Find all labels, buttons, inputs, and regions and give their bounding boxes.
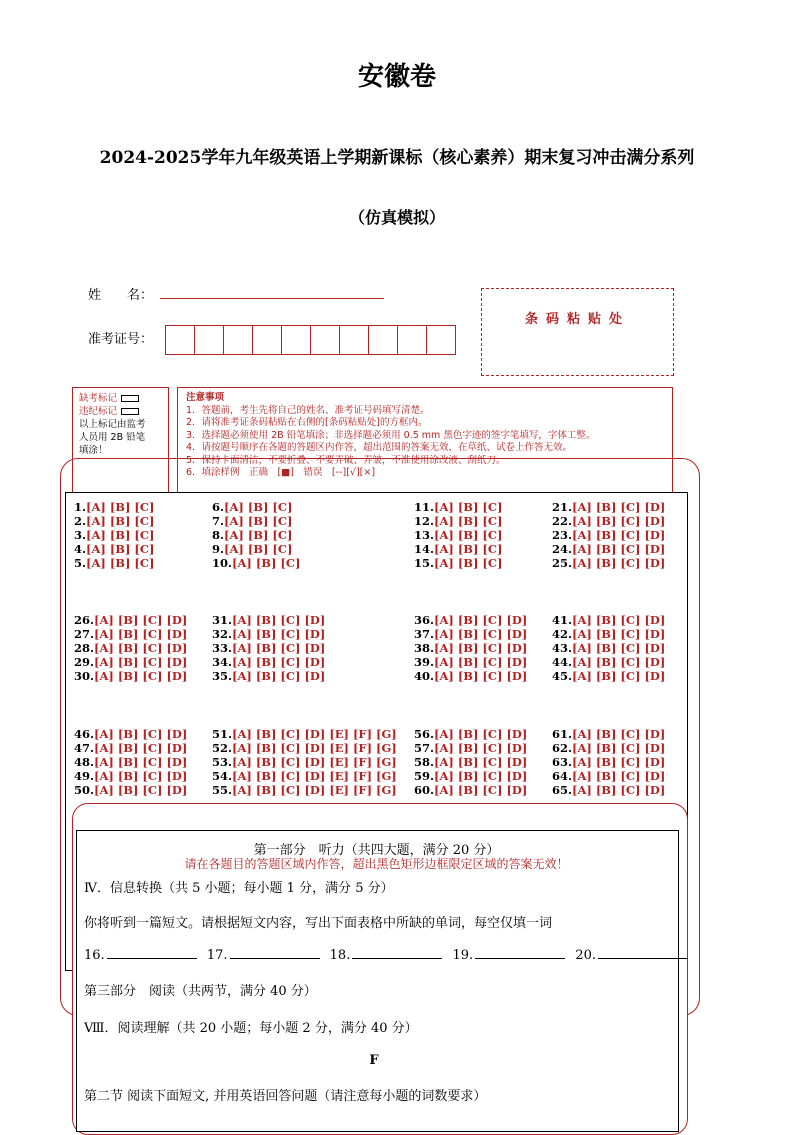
question-number: 3. (74, 528, 87, 542)
question-number: 15. (414, 556, 435, 570)
id-digit-box[interactable] (194, 325, 224, 355)
answer-row[interactable] (414, 613, 527, 627)
answer-row[interactable] (74, 514, 154, 528)
answer-row[interactable] (212, 514, 300, 528)
answer-column (212, 727, 397, 797)
answer-options[interactable]: [A] [B] [C] [D] (434, 627, 528, 641)
answer-options[interactable]: [A] [B] [C] [D] (572, 556, 666, 570)
question-number: 40. (414, 669, 435, 683)
answer-column (552, 727, 665, 797)
question-number: 36. (414, 613, 435, 627)
answer-row[interactable] (74, 528, 154, 542)
answer-options[interactable]: [A] [B] [C] (224, 514, 293, 528)
barcode-area: 条码粘贴处 (481, 288, 674, 376)
answer-options[interactable]: [A] [B] [C] [D] (572, 783, 666, 797)
answer-options[interactable]: [A] [B] [C] [D] (572, 528, 666, 542)
id-digit-box[interactable] (281, 325, 311, 355)
answer-row[interactable] (414, 500, 502, 514)
question-number: 34. (212, 655, 233, 669)
question-number: 63. (552, 755, 573, 769)
answer-row[interactable] (212, 556, 300, 570)
answer-row[interactable] (74, 741, 187, 755)
answer-column (414, 613, 527, 683)
answer-row[interactable] (552, 613, 665, 627)
answer-row[interactable] (552, 542, 665, 556)
answer-options[interactable]: [A] [B] [C] [D] (434, 727, 528, 741)
question-number: 43. (552, 641, 573, 655)
answer-row[interactable] (552, 741, 665, 755)
question-number: 31. (212, 613, 233, 627)
answer-options[interactable]: [A] [B] [C] [D] (232, 641, 326, 655)
answer-options[interactable]: [A] [B] [C] (434, 528, 503, 542)
answer-row[interactable] (414, 542, 502, 556)
answer-row[interactable] (212, 613, 325, 627)
answer-options[interactable]: [A] [B] [C] [D] (232, 613, 326, 627)
question-number: 37. (414, 627, 435, 641)
iv-instruction: 你将听到一篇短文。请根据短文内容，写出下面表格中所缺的单词，每空仅填一词 (84, 916, 553, 931)
question-number: 4. (74, 542, 87, 556)
answer-row[interactable] (552, 514, 665, 528)
answer-row[interactable] (414, 741, 527, 755)
answer-options[interactable]: [A] [B] [C] [D] (434, 641, 528, 655)
marker-note-2: 人员用 2B 铅笔 (79, 432, 146, 443)
question-number: 33. (212, 641, 233, 655)
answer-row[interactable] (212, 741, 397, 755)
part1-heading: 第一部分 听力（共四大题，满分 20 分） (253, 843, 500, 858)
question-number: 5. (74, 556, 87, 570)
answer-row[interactable] (552, 528, 665, 542)
answer-options[interactable]: [A] [B] [C] (86, 514, 155, 528)
answer-row[interactable] (414, 655, 527, 669)
question-number: 35. (212, 669, 233, 683)
notes-title: 注意事项 (186, 392, 225, 403)
answer-options[interactable]: [A] [B] [C] (232, 556, 301, 570)
answer-options[interactable]: [A] [B] [C] [D] (94, 627, 188, 641)
question-number: 46. (74, 727, 95, 741)
answer-options[interactable]: [A] [B] [C] [D] (94, 641, 188, 655)
answer-options[interactable]: [A] [B] [C] [D] [E] [F] [G] (232, 783, 397, 797)
answer-options[interactable]: [A] [B] [C] [D] (434, 741, 528, 755)
answer-row[interactable] (74, 556, 154, 570)
answer-options[interactable]: [A] [B] [C] [D] (572, 613, 666, 627)
answer-options[interactable]: [A] [B] [C] (86, 556, 155, 570)
question-number: 21. (552, 500, 573, 514)
answer-options[interactable]: [A] [B] [C] [D] (94, 613, 188, 627)
violation-mark[interactable] (121, 408, 139, 415)
answer-row[interactable] (212, 669, 325, 683)
question-number: 44. (552, 655, 573, 669)
answer-options[interactable]: [A] [B] [C] [D] (94, 741, 188, 755)
question-number: 22. (552, 514, 573, 528)
answer-options[interactable]: [A] [B] [C] (224, 500, 293, 514)
passage-letter: F (369, 1053, 379, 1068)
id-digit-box[interactable] (397, 325, 427, 355)
answer-options[interactable]: [A] [B] [C] (224, 542, 293, 556)
question-number: 39. (414, 655, 435, 669)
answer-options[interactable]: [A] [B] [C] [D] (94, 669, 188, 683)
question-number: 14. (414, 542, 435, 556)
answer-row[interactable] (212, 641, 325, 655)
answer-options[interactable]: [A] [B] [C] [D] (232, 655, 326, 669)
blank-row (84, 948, 694, 963)
answer-options[interactable]: [A] [B] [C] [D] (94, 755, 188, 769)
answer-row[interactable] (74, 627, 187, 641)
exam-subtitle: 2024-2025学年九年级英语上学期新课标（核心素养）期末复习冲击满分系列 (99, 148, 695, 168)
question-number: 65. (552, 783, 573, 797)
answer-row[interactable] (414, 783, 527, 797)
answer-row[interactable] (212, 655, 325, 669)
marker-note-1: 以上标记由监考 (79, 419, 146, 430)
section2-instruction: 第二节 阅读下面短文, 并用英语回答问题（请注意每小题的词数要求） (84, 1089, 487, 1104)
question-number: 30. (74, 669, 95, 683)
answer-column (212, 500, 300, 570)
answer-options[interactable]: [A] [B] [C] (86, 528, 155, 542)
answer-options[interactable]: [A] [B] [C] [D] (572, 741, 666, 755)
question-number: 54. (212, 769, 233, 783)
id-digit-box[interactable] (310, 325, 340, 355)
answer-row[interactable] (212, 542, 300, 556)
question-number: 49. (74, 769, 95, 783)
question-number: 60. (414, 783, 435, 797)
answer-row[interactable] (552, 769, 665, 783)
blank-16[interactable] (107, 957, 197, 959)
answer-options[interactable]: [A] [B] [C] [D] (434, 655, 528, 669)
question-number: 8. (212, 528, 225, 542)
page-title: 安徽卷 (357, 62, 436, 92)
note-item: 6．填涂样例 正确 [■] 错误 [--][√][×] (186, 467, 376, 478)
answer-options[interactable]: [A] [B] [C] [D] (572, 655, 666, 669)
blank-num: 19. (452, 948, 474, 963)
question-number: 61. (552, 727, 573, 741)
answer-options[interactable]: [A] [B] [C] (434, 556, 503, 570)
blank-num: 18. (329, 948, 351, 963)
answer-options[interactable]: [A] [B] [C] [D] [E] [F] [G] (232, 755, 397, 769)
question-number: 50. (74, 783, 95, 797)
question-number: 2. (74, 514, 87, 528)
blank-20[interactable] (598, 957, 688, 959)
id-label: 准考证号： (88, 332, 154, 347)
name-field[interactable] (160, 297, 384, 299)
question-number: 28. (74, 641, 95, 655)
answer-row[interactable] (414, 641, 527, 655)
question-number: 32. (212, 627, 233, 641)
answer-row[interactable] (552, 755, 665, 769)
answer-row[interactable] (74, 783, 187, 797)
id-digit-box[interactable] (165, 325, 195, 355)
answer-row[interactable] (414, 727, 527, 741)
question-number: 27. (74, 627, 95, 641)
answer-options[interactable]: [A] [B] [C] [D] (232, 669, 326, 683)
answer-column (212, 613, 325, 683)
answer-options[interactable]: [A] [B] [C] [D] (572, 669, 666, 683)
answer-row[interactable] (212, 783, 397, 797)
question-number: 51. (212, 727, 233, 741)
answer-options[interactable]: [A] [B] [C] [D] [E] [F] [G] (232, 741, 397, 755)
question-number: 25. (552, 556, 573, 570)
answer-options[interactable]: [A] [B] [C] (86, 500, 155, 514)
answer-row[interactable] (74, 613, 187, 627)
blank-num: 17. (206, 948, 228, 963)
question-number: 24. (552, 542, 573, 556)
blank-num: 20. (575, 948, 596, 963)
note-item: 3．选择题必须使用 2B 铅笔填涂；非选择题必须用 0.5 mm 黑色字迹的签字笔填写，字体工整。 (186, 429, 596, 441)
answer-options[interactable]: [A] [B] [C] [D] (434, 669, 528, 683)
answer-options[interactable]: [A] [B] [C] [D] (434, 769, 528, 783)
part3-heading: 第三部分 阅读（共两节，满分 40 分） (84, 984, 317, 999)
question-number: 29. (74, 655, 95, 669)
question-number: 56. (414, 727, 435, 741)
answer-options[interactable]: [A] [B] [C] (434, 500, 503, 514)
question-number: 55. (212, 783, 233, 797)
answer-row[interactable] (552, 669, 665, 683)
iv-title: Ⅳ．信息转换（共 5 小题；每小题 1 分，满分 5 分） (84, 881, 394, 896)
absent-label: 缺考标记 (79, 393, 118, 404)
answer-row[interactable] (212, 727, 397, 741)
answer-column (414, 727, 527, 797)
answer-options[interactable]: [A] [B] [C] [D] (94, 783, 188, 797)
question-number: 9. (212, 542, 225, 556)
answer-options[interactable]: [A] [B] [C] [D] (434, 783, 528, 797)
answer-options[interactable]: [A] [B] [C] [D] (94, 769, 188, 783)
question-number: 11. (414, 500, 435, 514)
marker-note-3: 填涂！ (79, 445, 108, 456)
note-item: 2．请将准考证条码粘贴在右侧的[条码粘贴处]的方框内。 (186, 417, 428, 428)
answer-options[interactable]: [A] [B] [C] (86, 542, 155, 556)
note-item: 5．保持卡面清洁，不要折叠、不要弄破、弄皱，不准使用涂改液、刮纸刀。 (186, 454, 506, 466)
answer-options[interactable]: [A] [B] [C] [D] (572, 627, 666, 641)
blank-19[interactable] (475, 957, 565, 959)
question-number: 52. (212, 741, 233, 755)
answer-options[interactable]: [A] [B] [C] [D] (434, 613, 528, 627)
id-digit-box[interactable] (426, 325, 456, 355)
answer-options[interactable]: [A] [B] [C] [D] (232, 627, 326, 641)
region-warning: 请在各题目的答题区域内作答，超出黑色矩形边框限定区域的答案无效！ (184, 857, 569, 871)
answer-row[interactable] (552, 727, 665, 741)
id-digit-box[interactable] (252, 325, 282, 355)
answer-column (552, 613, 665, 683)
answer-row[interactable] (414, 514, 502, 528)
question-number: 26. (74, 613, 95, 627)
answer-options[interactable]: [A] [B] [C] (434, 542, 503, 556)
answer-options[interactable]: [A] [B] [C] [D] (572, 500, 666, 514)
answer-options[interactable]: [A] [B] [C] (224, 528, 293, 542)
question-number: 62. (552, 741, 573, 755)
id-number-boxes[interactable] (165, 325, 455, 355)
answer-row[interactable] (74, 641, 187, 655)
answer-column (414, 500, 502, 570)
answer-options[interactable]: [A] [B] [C] [D] (572, 514, 666, 528)
answer-options[interactable]: [A] [B] [C] [D] (572, 727, 666, 741)
question-number: 7. (212, 514, 225, 528)
question-number: 58. (414, 755, 435, 769)
blank-num: 16. (84, 948, 105, 963)
question-number: 12. (414, 514, 435, 528)
answer-options[interactable]: [A] [B] [C] [D] (94, 655, 188, 669)
violation-label: 违纪标记 (79, 406, 118, 417)
answer-options[interactable]: [A] [B] [C] (434, 514, 503, 528)
name-label: 姓 名： (88, 288, 154, 303)
answer-options[interactable]: [A] [B] [C] [D] (434, 755, 528, 769)
note-item: 1．答题前，考生先将自己的姓名、准考证号码填写清楚。 (186, 404, 430, 416)
answer-column (74, 613, 187, 683)
question-number: 45. (552, 669, 573, 683)
id-digit-box[interactable] (339, 325, 369, 355)
viii-title: Ⅷ．阅读理解（共 20 小题；每小题 2 分，满分 40 分） (84, 1021, 418, 1036)
answer-row[interactable] (74, 669, 187, 683)
answer-options[interactable]: [A] [B] [C] [D] [E] [F] [G] (232, 727, 397, 741)
answer-options[interactable]: [A] [B] [C] [D] [E] [F] [G] (232, 769, 397, 783)
answer-options[interactable]: [A] [B] [C] [D] (572, 755, 666, 769)
absent-mark[interactable] (121, 395, 139, 402)
answer-column (74, 727, 187, 797)
blank-17[interactable] (230, 957, 320, 959)
answer-row[interactable] (552, 641, 665, 655)
answer-row[interactable] (552, 655, 665, 669)
answer-row[interactable] (212, 500, 300, 514)
note-item: 4．请按题号顺序在各题的答题区内作答，超出范围的答案无效，在草纸、试卷上作答无效。 (186, 442, 573, 453)
answer-row[interactable] (74, 769, 187, 783)
question-number: 41. (552, 613, 573, 627)
answer-row[interactable] (74, 500, 154, 514)
answer-options[interactable]: [A] [B] [C] [D] (94, 727, 188, 741)
question-number: 48. (74, 755, 95, 769)
question-number: 1. (74, 500, 87, 514)
answer-row[interactable] (552, 556, 665, 570)
question-number: 47. (74, 741, 95, 755)
answer-options[interactable]: [A] [B] [C] [D] (572, 542, 666, 556)
question-number: 10. (212, 556, 233, 570)
answer-column (74, 500, 154, 570)
question-number: 23. (552, 528, 573, 542)
question-number: 13. (414, 528, 435, 542)
question-number: 6. (212, 500, 225, 514)
question-number: 57. (414, 741, 435, 755)
exam-mode: （仿真模拟） (348, 208, 445, 227)
answer-row[interactable] (74, 727, 187, 741)
answer-row[interactable] (414, 755, 527, 769)
answer-column (552, 500, 665, 570)
question-number: 59. (414, 769, 435, 783)
answer-row[interactable] (414, 669, 527, 683)
question-number: 64. (552, 769, 573, 783)
question-number: 42. (552, 627, 573, 641)
answer-row[interactable] (414, 769, 527, 783)
answer-row[interactable] (552, 783, 665, 797)
answer-options[interactable]: [A] [B] [C] [D] (572, 769, 666, 783)
answer-row[interactable] (552, 627, 665, 641)
question-number: 38. (414, 641, 435, 655)
question-number: 53. (212, 755, 233, 769)
answer-row[interactable] (74, 755, 187, 769)
id-digit-box[interactable] (223, 325, 253, 355)
answer-row[interactable] (212, 755, 397, 769)
blank-18[interactable] (352, 957, 442, 959)
answer-row[interactable] (414, 556, 502, 570)
answer-row[interactable] (414, 627, 527, 641)
answer-row[interactable] (74, 655, 187, 669)
id-digit-box[interactable] (368, 325, 398, 355)
answer-row[interactable] (212, 627, 325, 641)
answer-row[interactable] (552, 500, 665, 514)
answer-row[interactable] (212, 769, 397, 783)
answer-options[interactable]: [A] [B] [C] [D] (572, 641, 666, 655)
answer-row[interactable] (212, 528, 300, 542)
answer-row[interactable] (414, 528, 502, 542)
answer-row[interactable] (74, 542, 154, 556)
